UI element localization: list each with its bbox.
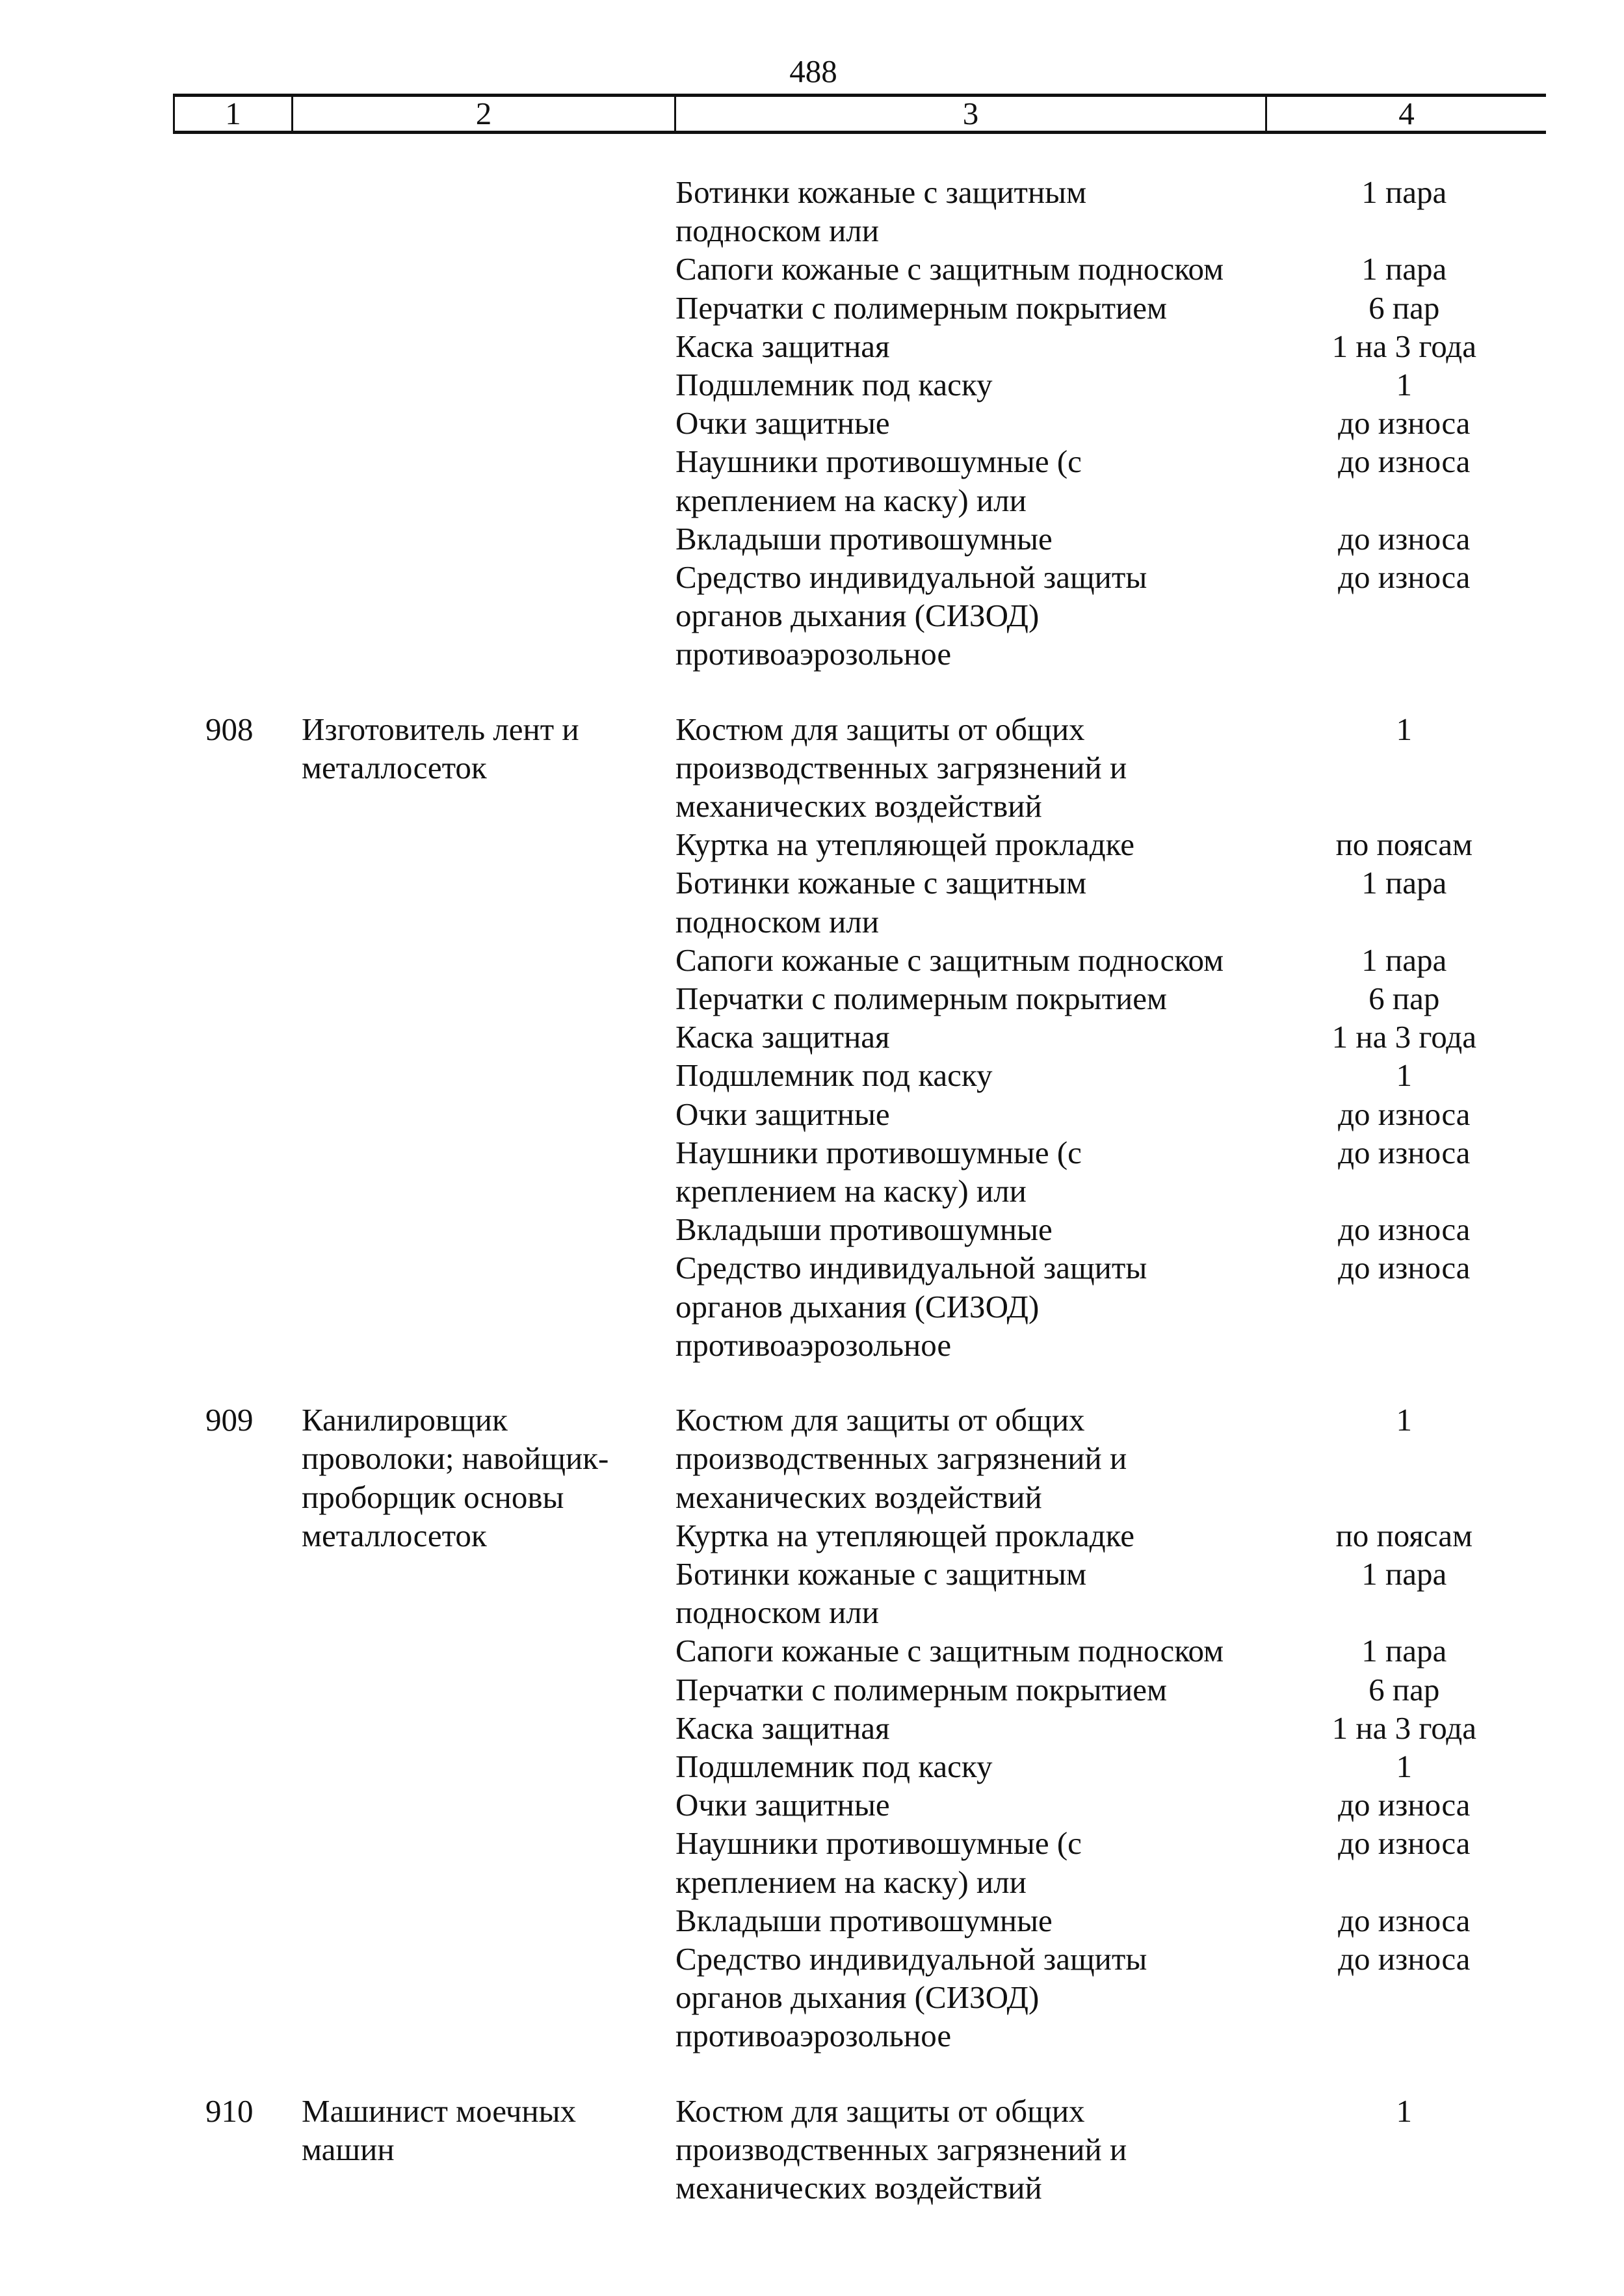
- equipment-line: Вкладыши противошумные: [675, 520, 1053, 557]
- equipment-name: [674, 404, 1263, 442]
- list-item: [674, 1940, 1546, 2055]
- equipment-line: креплением на каску) или: [675, 1864, 1027, 1900]
- equipment-line: Перчатки с полимерным покрытием: [675, 981, 1167, 1017]
- profession-line: Машинист моечных: [302, 2092, 577, 2129]
- equipment-line: Ботинки кожаные с защитным: [675, 865, 1087, 901]
- equipment-line: производственных загрязнений и: [675, 2131, 1127, 2167]
- equipment-line: Сапоги кожаные с защитным подноском: [675, 942, 1224, 978]
- list-item: [674, 1555, 1546, 1631]
- profession-line: Канилировщик: [302, 1402, 508, 1438]
- list-item: [674, 173, 1546, 250]
- list-item: [674, 1747, 1546, 1786]
- equipment-line: Средство индивидуальной защиты: [675, 559, 1147, 596]
- equipment-line: Вкладыши противошумные: [675, 1902, 1053, 1938]
- list-item: [674, 365, 1546, 404]
- list-item: [674, 1709, 1546, 1747]
- equipment-line: Ботинки кожаные с защитным: [675, 1555, 1087, 1592]
- equipment-line: производственных загрязнений и: [675, 1440, 1127, 1477]
- equipment-line: Каска защитная: [675, 1019, 890, 1055]
- equipment-line: противоаэрозольное: [675, 636, 952, 672]
- equipment-quantity: по поясам: [1335, 826, 1473, 863]
- equipment-quantity: 1: [1396, 367, 1413, 403]
- equipment-name: [674, 289, 1263, 327]
- list-item: [674, 1631, 1546, 1670]
- list-item: [674, 1133, 1546, 1210]
- list-item: [674, 250, 1546, 288]
- profession-line: машин: [302, 2131, 395, 2167]
- header-col-1: 1: [173, 97, 291, 131]
- equipment-quantity: до износа: [1338, 520, 1471, 557]
- list-item: [674, 864, 1546, 940]
- equipment-quantity: 6 пар: [1369, 289, 1440, 326]
- list-item: [674, 979, 1546, 1018]
- equipment-name: [674, 1210, 1263, 1248]
- header-col-2: 2: [291, 97, 674, 131]
- table-body: [173, 173, 1546, 2207]
- equipment-name: [674, 1940, 1263, 2055]
- equipment-line: Каска защитная: [675, 1709, 890, 1746]
- equipment-line: подноском или: [675, 1594, 879, 1631]
- list-item: [674, 442, 1546, 519]
- equipment-line: Очки защитные: [675, 1096, 890, 1132]
- list-item: [674, 1095, 1546, 1133]
- list-item: [674, 710, 1546, 826]
- equipment-quantity: до износа: [1338, 443, 1471, 480]
- equipment-quantity: до износа: [1338, 1250, 1471, 1286]
- list-item: [674, 941, 1546, 979]
- equipment-name: [674, 710, 1263, 826]
- equipment-name: [674, 2092, 1263, 2208]
- row-number: 909: [205, 1402, 254, 1438]
- equipment-quantity: 1 на 3 года: [1331, 1709, 1476, 1746]
- equipment-list: [674, 173, 1546, 674]
- equipment-line: органов дыхания (СИЗОД): [675, 598, 1040, 634]
- list-item: [674, 825, 1546, 864]
- equipment-line: механических воздействий: [675, 1479, 1042, 1515]
- list-item: [674, 1210, 1546, 1248]
- equipment-name: [674, 327, 1263, 365]
- row-number: 908: [205, 711, 254, 747]
- equipment-line: подноском или: [675, 903, 879, 940]
- profession-line: проборщик основы: [302, 1479, 564, 1515]
- equipment-line: подноском или: [675, 213, 879, 249]
- profession-name: [291, 1401, 674, 2055]
- list-item: [674, 1248, 1546, 1364]
- list-item: [674, 2092, 1546, 2208]
- equipment-line: механических воздействий: [675, 2169, 1042, 2206]
- equipment-list: [674, 710, 1546, 1364]
- equipment-name: [674, 1901, 1263, 1940]
- equipment-list: [674, 1401, 1546, 2055]
- equipment-name: [674, 1670, 1263, 1709]
- equipment-name: [674, 442, 1263, 519]
- profession-line: Изготовитель лент и: [302, 711, 579, 747]
- equipment-quantity: 6 пар: [1369, 1671, 1440, 1708]
- equipment-line: Подшлемник под каску: [675, 367, 993, 403]
- equipment-quantity: 1 на 3 года: [1331, 328, 1476, 364]
- equipment-quantity: до износа: [1338, 559, 1471, 596]
- equipment-line: Подшлемник под каску: [675, 1748, 993, 1784]
- equipment-line: производственных загрязнений и: [675, 749, 1127, 785]
- equipment-name: [674, 1786, 1263, 1824]
- equipment-quantity: 1 пара: [1361, 1633, 1447, 1669]
- profession-name: [291, 173, 674, 674]
- equipment-quantity: 1: [1396, 1402, 1413, 1438]
- equipment-quantity: до износа: [1338, 1825, 1471, 1862]
- equipment-line: Костюм для защиты от общих: [675, 1402, 1085, 1438]
- equipment-name: [674, 1747, 1263, 1786]
- profession-line: металлосеток: [302, 749, 487, 785]
- equipment-list: [674, 2092, 1546, 2208]
- equipment-line: Очки защитные: [675, 405, 890, 442]
- row-number: [173, 173, 291, 674]
- equipment-quantity: до износа: [1338, 1134, 1471, 1170]
- equipment-name: [674, 1631, 1263, 1670]
- table-header: [173, 94, 1546, 134]
- equipment-name: [674, 1555, 1263, 1631]
- equipment-line: Средство индивидуальной защиты: [675, 1940, 1147, 1977]
- equipment-quantity: 1 пара: [1361, 251, 1447, 287]
- equipment-line: органов дыхания (СИЗОД): [675, 1288, 1040, 1325]
- list-item: [674, 1824, 1546, 1901]
- equipment-name: [674, 1018, 1263, 1056]
- equipment-quantity: до износа: [1338, 1940, 1471, 1977]
- equipment-line: Средство индивидуальной защиты: [675, 1250, 1147, 1286]
- profession-line: проволоки; навойщик-: [302, 1440, 609, 1477]
- equipment-line: Костюм для защиты от общих: [675, 711, 1085, 747]
- equipment-name: [674, 1248, 1263, 1364]
- equipment-name: [674, 825, 1263, 864]
- equipment-line: Подшлемник под каску: [675, 1057, 993, 1094]
- equipment-line: Наушники противошумные (с: [675, 1134, 1082, 1170]
- equipment-quantity: до износа: [1338, 1902, 1471, 1938]
- row-number: 910: [205, 2092, 254, 2129]
- equipment-line: органов дыхания (СИЗОД): [675, 1979, 1040, 2016]
- equipment-quantity: 1: [1396, 2092, 1413, 2129]
- list-item: [674, 327, 1546, 365]
- list-item: [674, 1516, 1546, 1555]
- equipment-line: Очки защитные: [675, 1787, 890, 1823]
- equipment-name: [674, 558, 1263, 674]
- equipment-line: механических воздействий: [675, 788, 1042, 825]
- equipment-line: Перчатки с полимерным покрытием: [675, 1671, 1167, 1708]
- equipment-name: [674, 173, 1263, 250]
- equipment-line: Каска защитная: [675, 328, 890, 364]
- equipment-quantity: 1: [1396, 711, 1413, 747]
- profession-line: металлосеток: [302, 1517, 487, 1553]
- equipment-quantity: 1 пара: [1361, 1555, 1447, 1592]
- table-row: [173, 173, 1546, 674]
- equipment-quantity: 1: [1396, 1748, 1413, 1784]
- equipment-line: Перчатки с полимерным покрытием: [675, 289, 1167, 326]
- list-item: [674, 558, 1546, 674]
- table-row: [173, 2092, 1546, 2208]
- equipment-quantity: 6 пар: [1369, 981, 1440, 1017]
- list-item: [674, 404, 1546, 442]
- equipment-name: [674, 1401, 1263, 1516]
- equipment-quantity: до износа: [1338, 405, 1471, 442]
- equipment-name: [674, 250, 1263, 288]
- list-item: [674, 289, 1546, 327]
- equipment-line: Сапоги кожаные с защитным подноском: [675, 1633, 1224, 1669]
- page-number: 488: [789, 53, 837, 89]
- profession-name: [291, 2092, 674, 2208]
- list-item: [674, 1056, 1546, 1094]
- equipment-name: [674, 1516, 1263, 1555]
- equipment-line: креплением на каску) или: [675, 1173, 1027, 1209]
- equipment-name: [674, 520, 1263, 558]
- equipment-line: Костюм для защиты от общих: [675, 2092, 1085, 2129]
- equipment-name: [674, 941, 1263, 979]
- equipment-line: Ботинки кожаные с защитным: [675, 174, 1087, 210]
- equipment-name: [674, 365, 1263, 404]
- equipment-quantity: 1 пара: [1361, 942, 1447, 978]
- equipment-line: Наушники противошумные (с: [675, 1825, 1082, 1862]
- equipment-line: креплением на каску) или: [675, 482, 1027, 518]
- equipment-quantity: 1 пара: [1361, 174, 1447, 210]
- equipment-name: [674, 1095, 1263, 1133]
- equipment-line: Сапоги кожаные с защитным подноском: [675, 251, 1224, 287]
- equipment-quantity: по поясам: [1335, 1517, 1473, 1553]
- equipment-quantity: до износа: [1338, 1211, 1471, 1248]
- equipment-name: [674, 1709, 1263, 1747]
- equipment-quantity: до износа: [1338, 1787, 1471, 1823]
- list-item: [674, 1401, 1546, 1516]
- equipment-name: [674, 1056, 1263, 1094]
- equipment-name: [674, 1824, 1263, 1901]
- list-item: [674, 1786, 1546, 1824]
- equipment-quantity: 1: [1396, 1057, 1413, 1094]
- table-row: [173, 1401, 1546, 2055]
- equipment-line: Куртка на утепляющей прокладке: [675, 826, 1134, 863]
- equipment-quantity: 1 на 3 года: [1331, 1019, 1476, 1055]
- equipment-quantity: до износа: [1338, 1096, 1471, 1132]
- list-item: [674, 1901, 1546, 1940]
- list-item: [674, 520, 1546, 558]
- list-item: [674, 1018, 1546, 1056]
- equipment-name: [674, 864, 1263, 940]
- equipment-line: Куртка на утепляющей прокладке: [675, 1517, 1134, 1553]
- header-col-3: 3: [674, 97, 1265, 131]
- table-row: [173, 710, 1546, 1364]
- equipment-line: Вкладыши противошумные: [675, 1211, 1053, 1248]
- equipment-name: [674, 979, 1263, 1018]
- equipment-quantity: 1 пара: [1361, 865, 1447, 901]
- equipment-name: [674, 1133, 1263, 1210]
- equipment-line: противоаэрозольное: [675, 1326, 952, 1363]
- header-col-4: 4: [1265, 97, 1546, 131]
- list-item: [674, 1670, 1546, 1709]
- equipment-line: противоаэрозольное: [675, 2018, 952, 2054]
- equipment-line: Наушники противошумные (с: [675, 443, 1082, 480]
- profession-name: [291, 710, 674, 1364]
